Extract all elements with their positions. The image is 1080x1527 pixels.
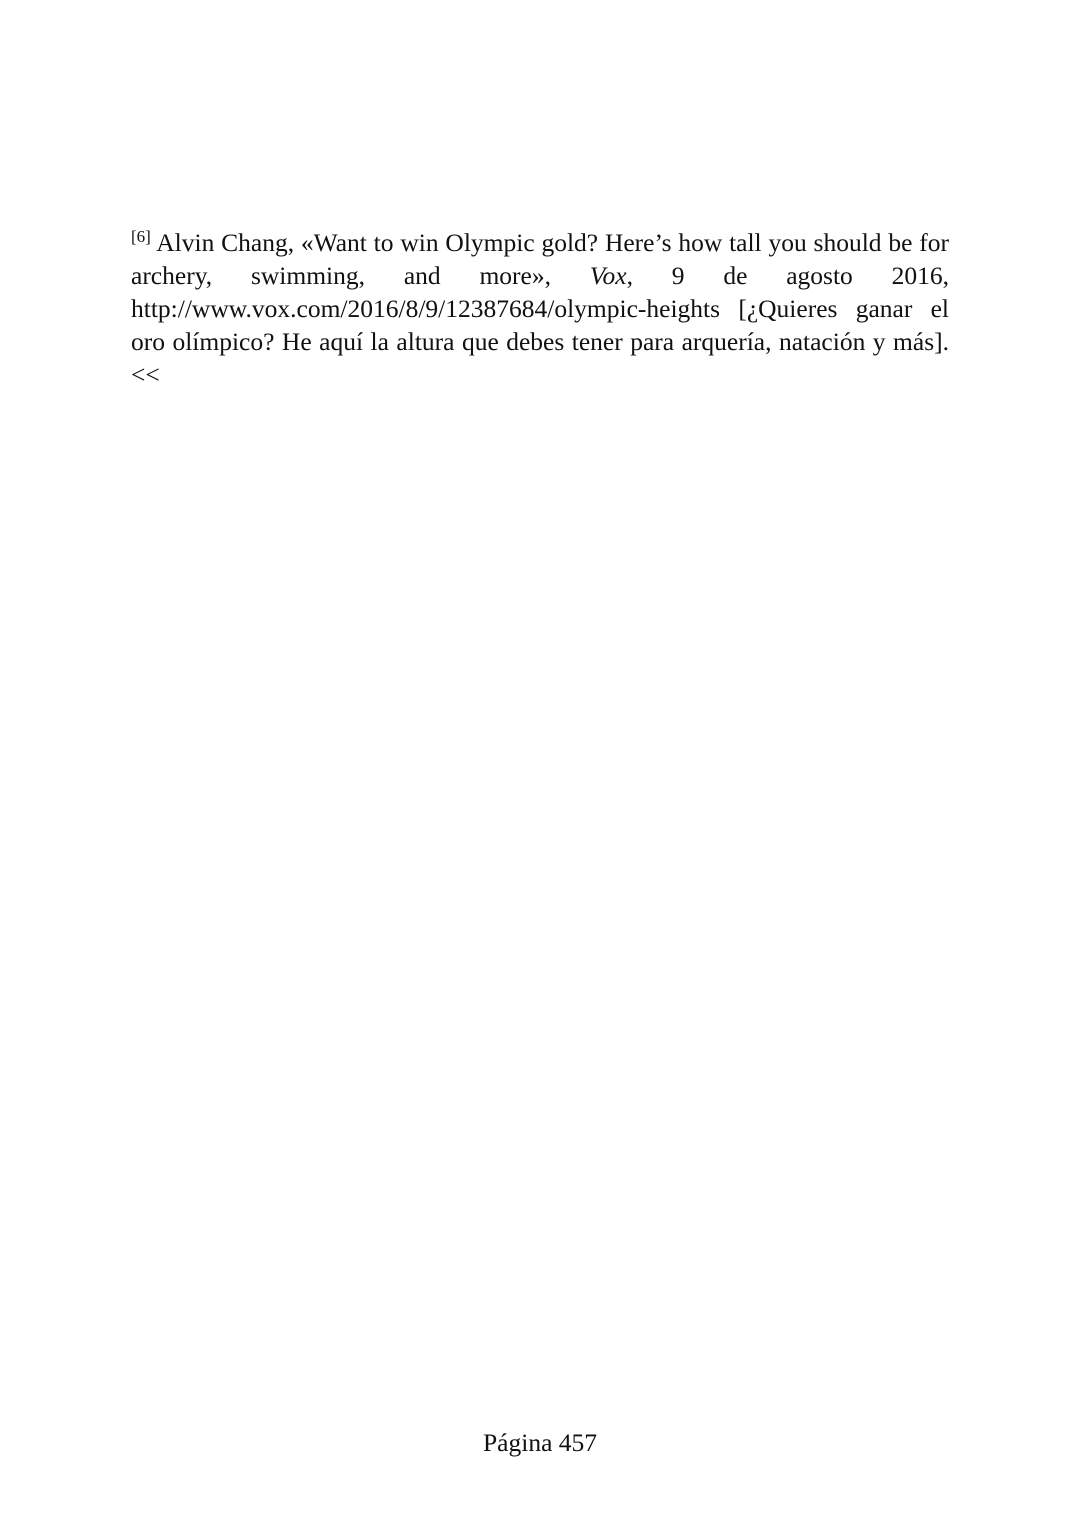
journal-name: Vox bbox=[589, 261, 627, 290]
back-to-text-link[interactable]: << bbox=[131, 360, 160, 389]
footnote-reference-number: [6] bbox=[131, 227, 151, 246]
footnote-paragraph bbox=[131, 226, 949, 391]
footnote-text-part-1: Alvin Chang, «Want to win Olympic gold? Here’s how tall you should be for archery, swimming, and more», bbox=[131, 228, 949, 290]
page-number: Página 457 bbox=[482, 1428, 598, 1457]
footnote-text-part-2: , 9 de agosto 2016, http://www.vox.com/2016/8/9/12387684/olympic-heights [¿Quieres ganar el oro olímpico? He aquí la altura que debes tener para arquería, natación y más]. bbox=[131, 261, 949, 356]
